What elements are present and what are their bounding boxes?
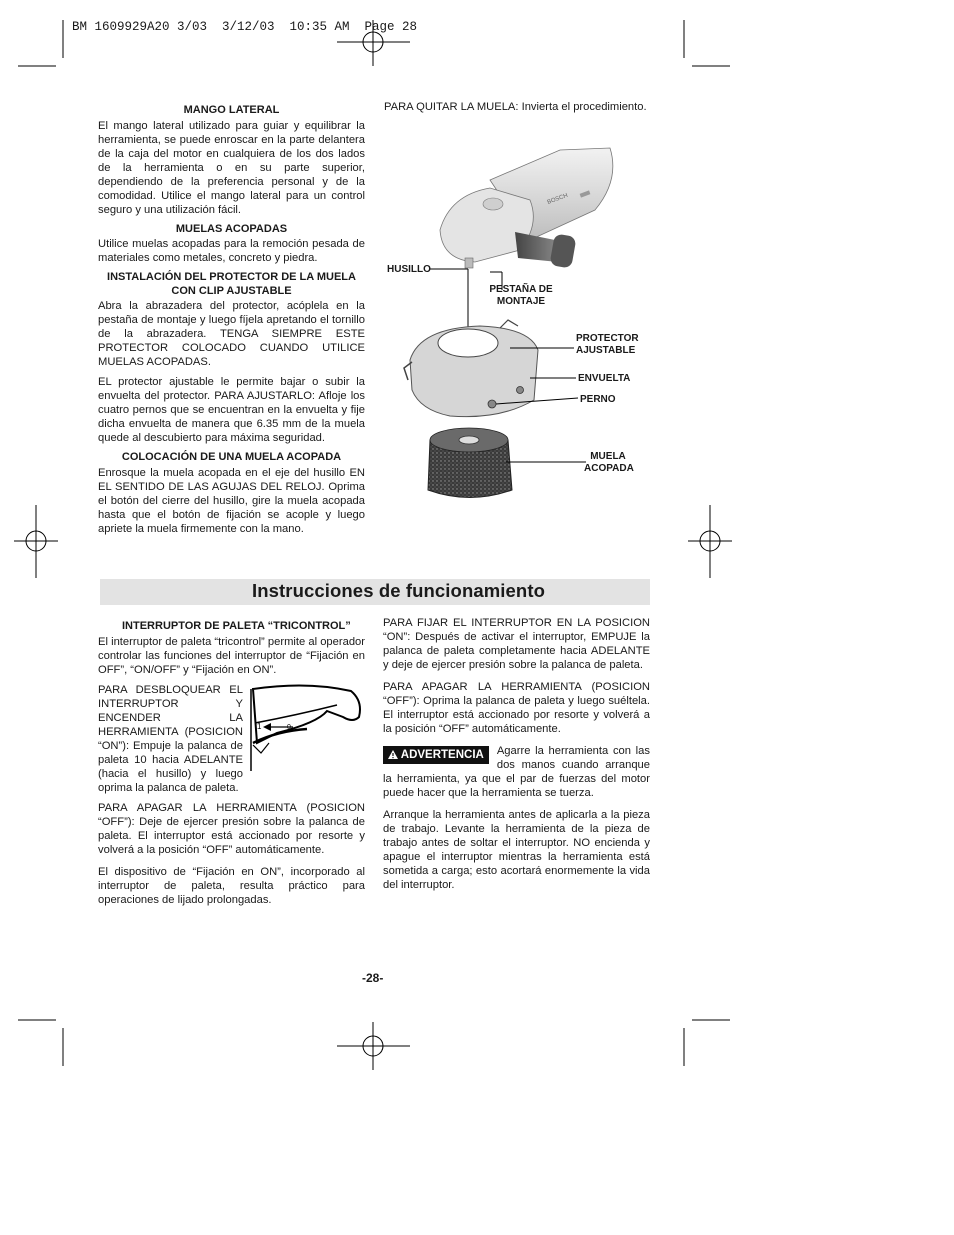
paragraph-apagar-left: PARA APAGAR LA HERRAMIENTA (POSICION “OFF”): Deje de ejercer presión sobre la palanca de paleta. El interruptor está accionado por resorte y volverá a la posición “OFF” automáticamente. — [98, 801, 365, 856]
label-muela-line-2: ACOPADA — [584, 462, 634, 474]
warning-label: ADVERTENCIA — [400, 749, 484, 761]
paddle-switch-illustration — [247, 683, 365, 775]
paragraph-muelas-acopadas: Utilice muelas acopadas para la remoción pesada de materiales como metales, concreto y piedra. — [98, 238, 365, 264]
warning-triangle-icon — [388, 750, 398, 759]
paragraph-warning-text: Agarre la herramienta con las dos manos cuando arranque la herramienta, ya que el par de fuerzas del motor puede hacer que la herramienta se tuerza. — [383, 745, 650, 799]
label-muela-line-1: MUELA — [590, 451, 626, 462]
bosch-brand-text: BOSCH — [546, 192, 569, 206]
paragraph-colocacion: Enrosque la muela acopada en el eje del husillo EN EL SENTIDO DE LAS AGUJAS DEL RELOJ. Oprima el botón del cierre del husillo, gire la muela acopada hasta que el botón de fijación se acople y luego apriete la muela firmemente con la mano. — [98, 466, 365, 535]
desbloquear-block — [98, 683, 365, 795]
print-slug-header: BM 1609929A20 3/03 3/12/03 10:35 AM Page 28 — [72, 20, 418, 34]
paragraph-desbloquear: PARA DESBLOQUEAR EL INTERRUPTOR Y ENCENDER LA HERRAMIENTA (POSICION “ON”): Empuje la palanca de paleta 10 hacia ADELANTE (hacia el husillo) y luego oprima la palanca de paleta. — [98, 683, 243, 794]
heading-interruptor-paleta: INTERRUPTOR DE PALETA “TRICONTROL” — [122, 620, 351, 632]
label-envuelta: ENVUELTA — [578, 373, 631, 384]
heading-colocacion: COLOCACIÓN DE UNA MUELA ACOPADA — [121, 451, 342, 463]
heading-mango-lateral: MANGO LATERAL — [183, 104, 280, 116]
label-protector-ajustable — [576, 333, 639, 356]
heading-muelas-acopadas: MUELAS ACOPADAS — [175, 222, 288, 235]
warning-badge — [383, 746, 489, 764]
heading-instalacion-1: INSTALACIÓN DEL PROTECTOR DE LA MUELA — [107, 271, 356, 283]
section-title: Instrucciones de funcionamiento — [252, 580, 545, 601]
left-column — [98, 100, 365, 542]
warning-block — [383, 744, 650, 800]
paragraph-apagar-right: PARA APAGAR LA HERRAMIENTA (POSICION “OFF”): Oprima la palanca de paleta y luego suéltela. El interruptor está accionado por resorte y volverá a la posición “OFF” automáticamente. — [383, 681, 650, 735]
paragraph-fijar-on: PARA FIJAR EL INTERRUPTOR EN LA POSICION “ON”: Después de activar el interruptor, EMPUJE la palanca de paleta completamente hacia ADELANTE y deje de ejercer presión sobre la palanca de paleta. — [383, 617, 650, 671]
paragraph-instalacion-2: EL protector ajustable le permite bajar o subir la envuelta del protector. PARA AJUSTARLO: Afloje los cuatro pernos que se encuentran en la envuelta y fije dicha envuelta de manera que 6.35 mm de la muela quede al descubierto para máxima seguridad. — [98, 376, 365, 444]
label-pestana-de-montaje — [488, 284, 554, 307]
label-pestana-line-2: MONTAJE — [496, 295, 546, 307]
paragraph-mango-lateral: El mango lateral utilizado para guiar y equilibrar la herramienta, se puede enroscar en la parte delantera de la caja del motor en cualquiera de los dos lados de la herramienta o en su parte superior, dependiendo de la preferencia personal y de la comodidad. Utilice el mango lateral para un control seguro y una utilización fácil. — [98, 119, 365, 216]
quitar-muela-note: PARA QUITAR LA MUELA: Invierta el procedimiento. — [384, 101, 647, 113]
label-protector-line-1: PROTECTOR — [576, 333, 639, 344]
switch-label-one: 1 — [257, 721, 262, 731]
label-pestana-line-1: PESTAÑA DE — [489, 284, 553, 295]
label-perno: PERNO — [580, 394, 616, 405]
label-protector-line-2: AJUSTABLE — [576, 344, 636, 356]
section-title-bar — [100, 579, 650, 605]
page-number: -28- — [362, 971, 384, 985]
switch-label-zero: 0 — [287, 723, 291, 731]
paragraph-interruptor-intro: El interruptor de paleta “tricontrol” permite al operador controlar las funciones del interruptor de “Fijación en OFF”, “ON/OFF” y “Fijación en ON”. — [98, 635, 365, 676]
paragraph-fijacion-on: El dispositivo de “Fijación en ON”, incorporado al interruptor de paleta, resulta práctico para operaciones de lijado prolongadas. — [98, 865, 365, 906]
paragraph-arranque: Arranque la herramienta antes de aplicarla a la pieza de trabajo. Levante la herramienta de la pieza de trabajo antes de soltar el interruptor. NO encienda y apague el interruptor mientras la herramienta está sometida a carga; esto acortará enormemente la vida del interruptor. — [383, 809, 650, 891]
heading-instalacion-2: CON CLIP AJUSTABLE — [171, 284, 292, 297]
label-husillo: HUSILLO — [387, 264, 431, 275]
label-muela-acopada — [584, 451, 632, 474]
paragraph-instalacion-1: Abra la abrazadera del protector, acóplela en la pestaña de montaje y luego fíjela apretando el tornillo de la abrazadera. TENGA SIEMPRE ESTE PROTECTOR COLOCADO CUANDO UTILICE MUELAS ACOPADAS. — [98, 300, 365, 368]
lower-left-column — [98, 616, 365, 913]
lower-right-column — [383, 616, 650, 898]
